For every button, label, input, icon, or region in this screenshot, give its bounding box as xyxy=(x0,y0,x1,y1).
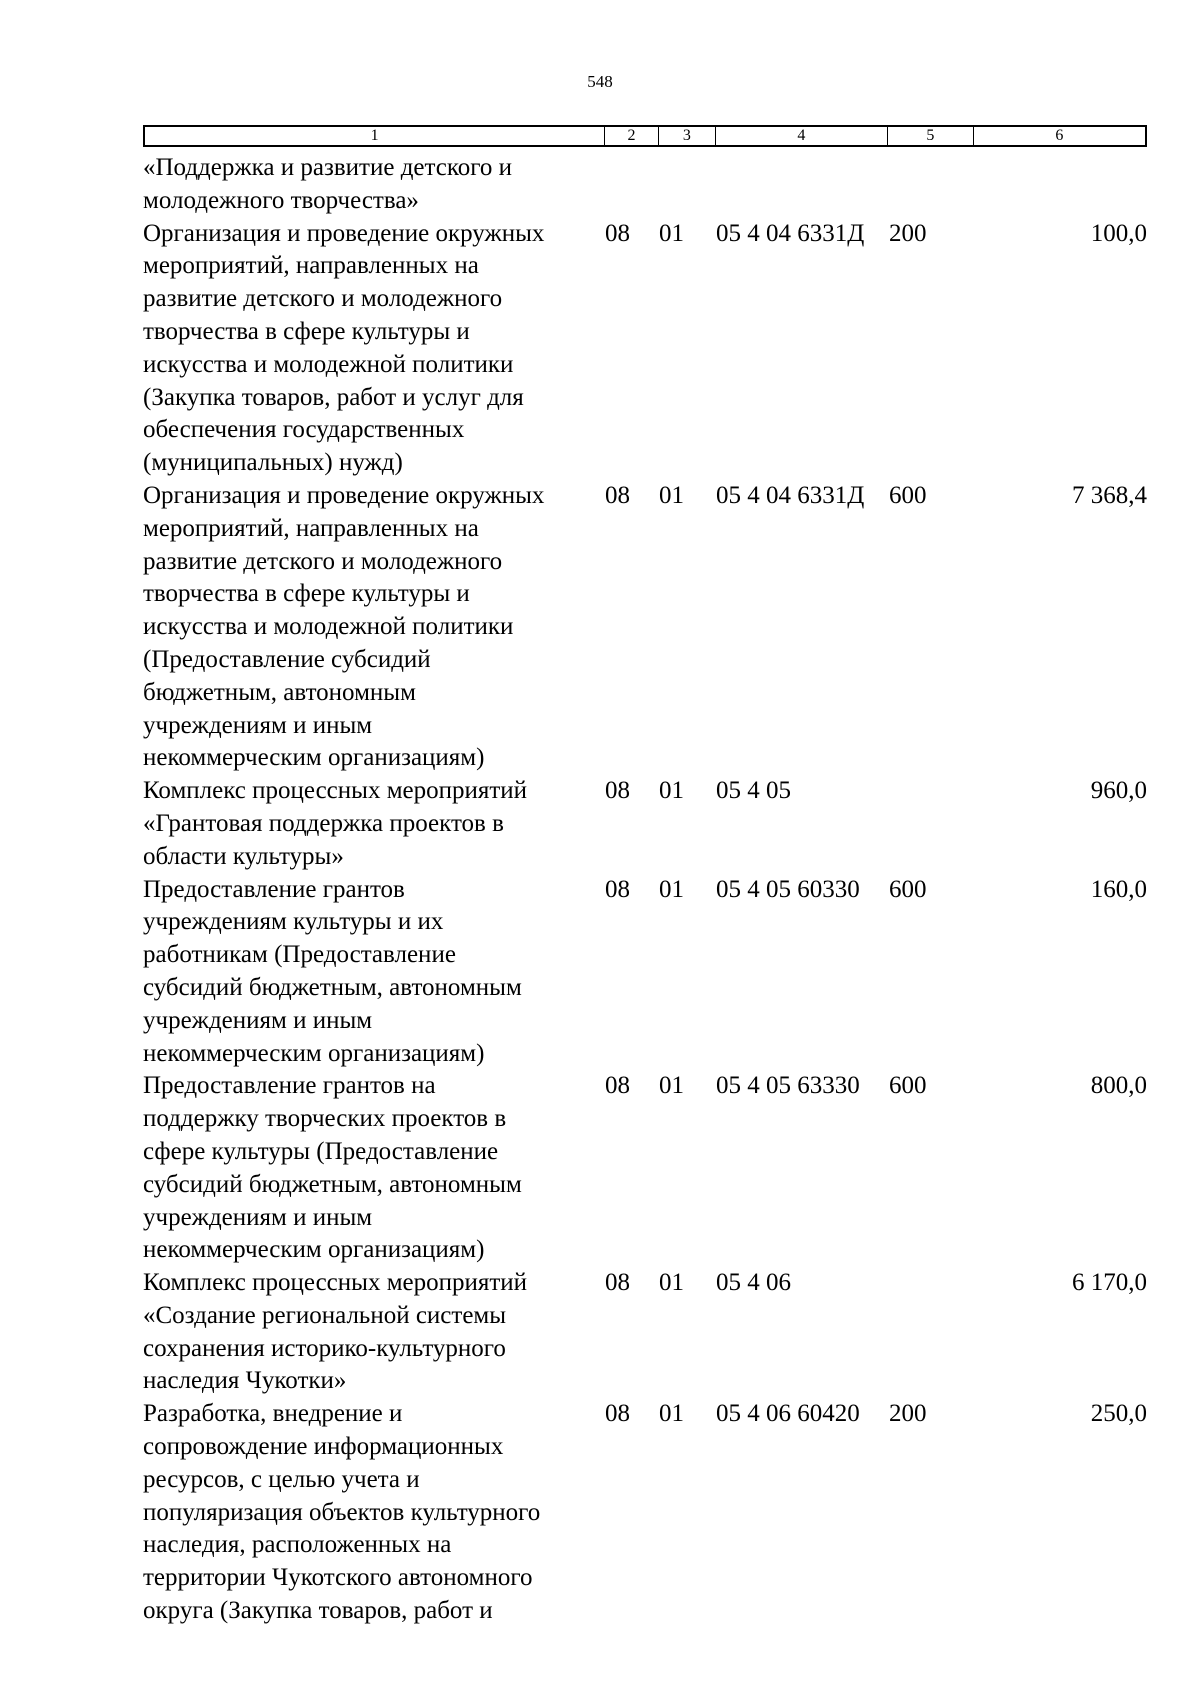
row-col-5: 600 xyxy=(889,875,927,903)
row-col-5: 200 xyxy=(889,1400,927,1428)
row-col-2: 08 xyxy=(605,1400,630,1428)
row-col-6: 250,0 xyxy=(1090,1400,1147,1428)
row-name: Комплекс процессных мероприятий «Создание региональной системы сохранения историко-культурного наследия Чукотки» xyxy=(143,1269,528,1395)
table-body xyxy=(143,152,1147,1628)
row-col-3: 01 xyxy=(659,1072,684,1100)
row-col-3: 01 xyxy=(659,1269,684,1297)
row-col-4: 05 4 05 63330 xyxy=(716,1072,860,1100)
row-col-4: 05 4 06 60420 xyxy=(716,1400,860,1428)
page-number: 548 xyxy=(587,72,613,91)
row-col-5: 600 xyxy=(889,481,927,509)
row-col-4 xyxy=(716,152,889,218)
header-col-6: 6 xyxy=(1055,127,1064,144)
row-name: Предоставление грантов учреждениям культуры и их работникам (Предоставление субсидий бюджетным, автономным учреждениям и иным некоммерческим организациям) xyxy=(143,875,522,1067)
header-col-4: 4 xyxy=(716,127,888,145)
row-col-6: 6 170,0 xyxy=(1072,1269,1147,1297)
row-name: Разработка, внедрение и сопровождение информационных ресурсов, с целью учета и популяризация объектов культурного наследия, расположенных на территории Чукотского автономного округа (Закупка товаров, работ и xyxy=(143,1400,541,1625)
row-col-4: 05 4 05 60330 xyxy=(716,875,860,903)
table-row xyxy=(143,1070,1147,1267)
table-row xyxy=(143,218,1147,480)
header-col-3: 3 xyxy=(659,127,716,145)
table-row xyxy=(143,152,1147,218)
row-col-2: 08 xyxy=(605,875,630,903)
row-name: «Поддержка и развитие детского и молодежного творчества» xyxy=(143,154,512,214)
table-row xyxy=(143,480,1147,775)
row-col-3: 01 xyxy=(659,481,684,509)
row-name: Предоставление грантов на поддержку творческих проектов в сфере культуры (Предоставление субсидий бюджетным, автономным учреждениям и иным некоммерческим организациям) xyxy=(143,1072,522,1264)
row-col-6: 7 368,4 xyxy=(1072,481,1147,509)
row-col-4: 05 4 04 6331Д xyxy=(716,481,865,509)
row-col-3: 01 xyxy=(659,219,684,247)
header-col-1: 1 xyxy=(145,127,605,145)
header-col-5: 5 xyxy=(888,127,974,145)
row-name: Комплекс процессных мероприятий «Грантовая поддержка проектов в области культуры» xyxy=(143,777,528,870)
row-col-2: 08 xyxy=(605,1269,630,1297)
row-col-5: 600 xyxy=(889,1072,927,1100)
row-col-2 xyxy=(605,152,659,218)
row-col-6: 800,0 xyxy=(1090,1072,1147,1100)
row-col-3: 01 xyxy=(659,1400,684,1428)
row-col-3: 01 xyxy=(659,777,684,805)
row-name: Организация и проведение окружных мероприятий, направленных на развитие детского и молодежного творчества в сфере культуры и искусства и молодежной политики (Закупка товаров, работ и услуг для обеспечения государственных (муниципальных) нужд) xyxy=(143,219,545,477)
table-row xyxy=(143,874,1147,1071)
row-col-2: 08 xyxy=(605,1072,630,1100)
row-col-6: 160,0 xyxy=(1090,875,1147,903)
row-col-3 xyxy=(659,152,716,218)
row-col-6: 960,0 xyxy=(1090,777,1147,805)
table-row xyxy=(143,1267,1147,1398)
row-col-5 xyxy=(889,152,975,218)
table-row xyxy=(143,1398,1147,1628)
row-col-4: 05 4 04 6331Д xyxy=(716,219,865,247)
row-col-2: 08 xyxy=(605,777,630,805)
row-col-6: 100,0 xyxy=(1090,219,1147,247)
row-col-2: 08 xyxy=(605,219,630,247)
row-name: Организация и проведение окружных мероприятий, направленных на развитие детского и молодежного творчества в сфере культуры и искусства и молодежной политики (Предоставление субсидий бюджетным, автономным учреждениям и иным некоммерческим организациям) xyxy=(143,481,545,772)
row-col-6 xyxy=(975,152,1147,218)
row-col-4: 05 4 06 xyxy=(716,1269,791,1297)
header-col-2: 2 xyxy=(605,127,659,145)
row-col-5: 200 xyxy=(889,219,927,247)
row-col-3: 01 xyxy=(659,875,684,903)
table-row xyxy=(143,775,1147,873)
row-col-5 xyxy=(889,775,975,873)
row-col-5 xyxy=(889,1267,975,1398)
table-header xyxy=(143,125,1147,147)
row-col-4: 05 4 05 xyxy=(716,777,791,805)
row-col-2: 08 xyxy=(605,481,630,509)
